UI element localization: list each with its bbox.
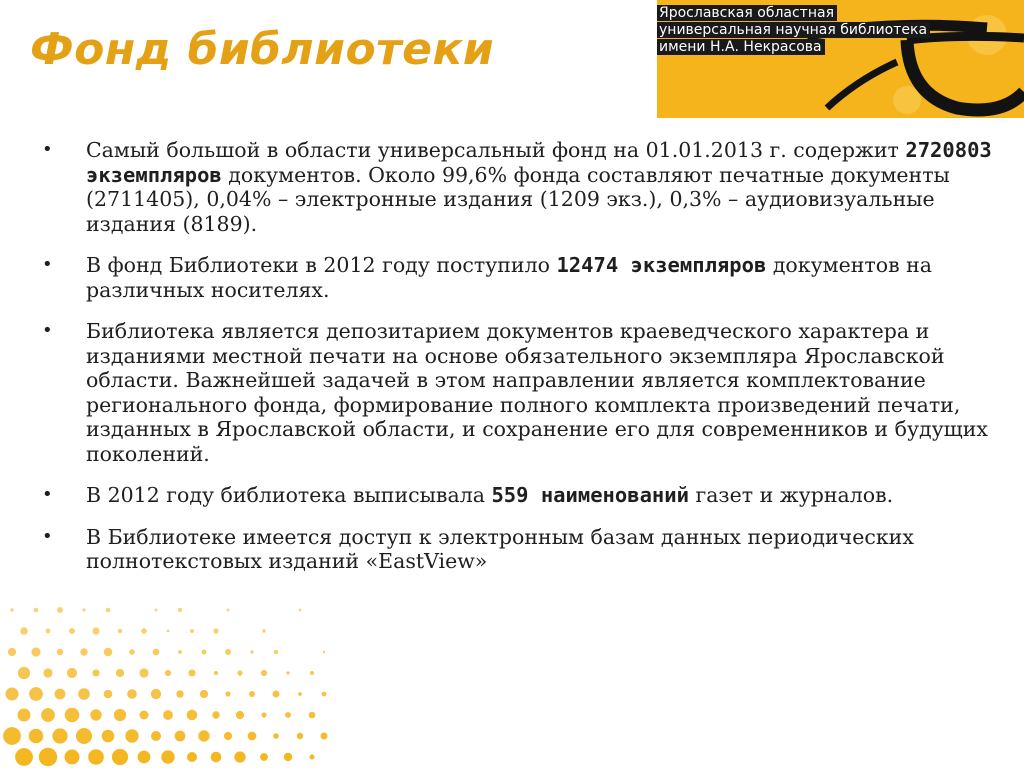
decor-dot: [104, 648, 113, 657]
decor-dot: [80, 648, 87, 655]
text: документов. Около 99,6% фонда составляют печатные документы (2711405), 0,04% – электронные издания (1209 экз.), 0,3% – аудиовизуальные издания (8189).: [86, 162, 950, 236]
decor-dot: [211, 752, 222, 763]
decor-dot: [165, 670, 171, 676]
decor-dot: [161, 750, 174, 763]
decor-dot: [237, 670, 242, 675]
page-title: Фонд библиотеки: [30, 24, 495, 75]
decor-dot: [114, 709, 126, 721]
text: документов на различных носителях.: [86, 253, 933, 302]
decor-dot: [261, 670, 267, 676]
decor-dot: [225, 691, 230, 696]
decor-dot: [46, 629, 51, 634]
decor-dot: [57, 649, 63, 655]
decor-dot: [262, 713, 267, 718]
decor-dot: [67, 668, 77, 678]
decor-dot: [224, 732, 232, 740]
decor-dot: [34, 608, 39, 613]
decor-dot: [198, 730, 209, 741]
highlight: 2720803 экземпляров: [86, 138, 992, 187]
decor-dot: [248, 732, 257, 741]
decor-dot: [6, 688, 19, 701]
logo-line: имени Н.А. Некрасова: [657, 39, 825, 55]
decor-dot: [323, 651, 325, 653]
decor-dot: [153, 649, 160, 656]
decor-dot: [90, 709, 101, 720]
decor-dot: [41, 708, 55, 722]
text: В фонд Библиотеки в 2012 году поступило: [86, 253, 557, 277]
decor-dot: [57, 607, 63, 613]
decor-dot: [69, 628, 75, 634]
decor-dot: [249, 691, 255, 697]
decor-dot: [176, 690, 183, 697]
bullet-dot-icon: •: [42, 525, 53, 547]
decor-dot: [125, 729, 138, 742]
decor-dot: [227, 609, 230, 612]
text: Самый большой в области универсальный фонд на 01.01.2013 г. содержит: [86, 138, 906, 162]
decor-dot: [214, 671, 218, 675]
decor-dot: [151, 731, 161, 741]
decor-dot: [286, 671, 289, 674]
decor-dot: [140, 711, 149, 720]
decor-dot: [76, 728, 92, 744]
decor-dot: [299, 609, 302, 612]
list-item: [40, 253, 1000, 302]
decor-dot: [15, 748, 33, 766]
decor-dot: [178, 608, 182, 612]
logo-line: Ярославская областная: [657, 5, 837, 21]
decor-dot: [167, 630, 170, 633]
decor-dot: [298, 692, 302, 696]
decor-dot: [78, 688, 90, 700]
decor-dot: [29, 729, 44, 744]
decor-dot: [236, 711, 244, 719]
list-item: [40, 138, 1000, 236]
decor-dot: [262, 629, 266, 633]
decor-dot: [188, 669, 195, 676]
list-item: [40, 319, 1000, 466]
decor-dot: [163, 710, 173, 720]
decor-dot: [285, 712, 291, 718]
decor-dot: [187, 752, 197, 762]
decor-dot: [187, 710, 198, 721]
decor-dot: [29, 687, 43, 701]
decor-dot: [88, 749, 104, 765]
text: газет и журналов.: [688, 483, 894, 507]
bullet-dot-icon: •: [42, 139, 53, 160]
decor-dot: [321, 733, 328, 740]
decor-dot: [297, 733, 303, 739]
decor-dot: [18, 709, 31, 722]
bullet-list: [40, 138, 1000, 591]
decor-dot: [200, 690, 208, 698]
decor-dot: [309, 712, 316, 719]
decor-dot: [10, 608, 13, 611]
highlight: 12474 экземпляров: [556, 253, 767, 277]
decor-dot: [310, 671, 314, 675]
decor-dot: [274, 650, 278, 654]
decorative-dots: [0, 600, 330, 768]
decor-dot: [141, 628, 147, 634]
decor-dot: [52, 728, 67, 743]
decor-dot: [155, 609, 158, 612]
highlight: 559 наименований: [491, 483, 689, 507]
decor-dot: [127, 689, 137, 699]
decor-dot: [138, 751, 151, 764]
decor-dot: [190, 629, 194, 633]
text: В Библиотеке имеется доступ к электронным базам данных периодических полнотекстовых изданий «EastView»: [86, 524, 914, 573]
decor-dot: [139, 668, 148, 677]
decor-dot: [31, 647, 40, 656]
decor-dot: [284, 753, 292, 761]
decor-dot: [55, 689, 66, 700]
decor-dot: [112, 749, 128, 765]
decor-dot: [322, 692, 327, 697]
decor-dot: [213, 628, 218, 633]
logo-text: [657, 5, 930, 56]
decor-dot: [273, 733, 279, 739]
bullet-dot-icon: •: [42, 484, 53, 505]
bullet-dot-icon: •: [42, 254, 53, 275]
decor-dot: [20, 627, 28, 635]
decor-dot: [178, 650, 182, 654]
decor-dot: [250, 650, 253, 653]
decor-dot: [310, 755, 315, 760]
text: Библиотека является депозитарием документов краеведческого характера и изданиями местной печати на основе обязательного экземпляра Ярославской области. Важнейшей задачей в этом направлении является комплектование регионального фонда, формирование полного комплекта произведений печати, изданных в Ярославской области, и сохранение его для современников и будущих поколений.: [86, 319, 988, 466]
decor-dot: [3, 727, 21, 745]
decor-dot: [234, 751, 245, 762]
decor-dot: [202, 650, 207, 655]
decor-dot: [92, 669, 99, 676]
decor-dot: [212, 711, 219, 718]
decor-dot: [102, 730, 115, 743]
decor-dot: [118, 629, 122, 633]
decor-dot: [82, 608, 85, 611]
decor-dot: [104, 690, 113, 699]
decor-dot: [260, 753, 268, 761]
text: В 2012 году библиотека выписывала: [86, 483, 492, 507]
decor-dot: [65, 708, 80, 723]
decor-dot: [151, 689, 161, 699]
decor-dot: [225, 649, 231, 655]
decor-dot: [65, 750, 80, 765]
logo-line: универсальная научная библиотека: [657, 22, 930, 38]
decor-dot: [129, 649, 135, 655]
decor-dot: [39, 748, 57, 766]
decor-dot: [273, 691, 280, 698]
bullet-dot-icon: •: [42, 320, 53, 341]
decor-dot: [43, 668, 52, 677]
decor-dot: [175, 731, 186, 742]
decor-dot: [8, 648, 16, 656]
decor-dot: [106, 608, 111, 613]
list-item: [40, 525, 1000, 574]
list-item: [40, 483, 1000, 508]
decor-dot: [18, 667, 30, 679]
decor-dot: [116, 669, 124, 677]
decor-dot: [92, 627, 99, 634]
